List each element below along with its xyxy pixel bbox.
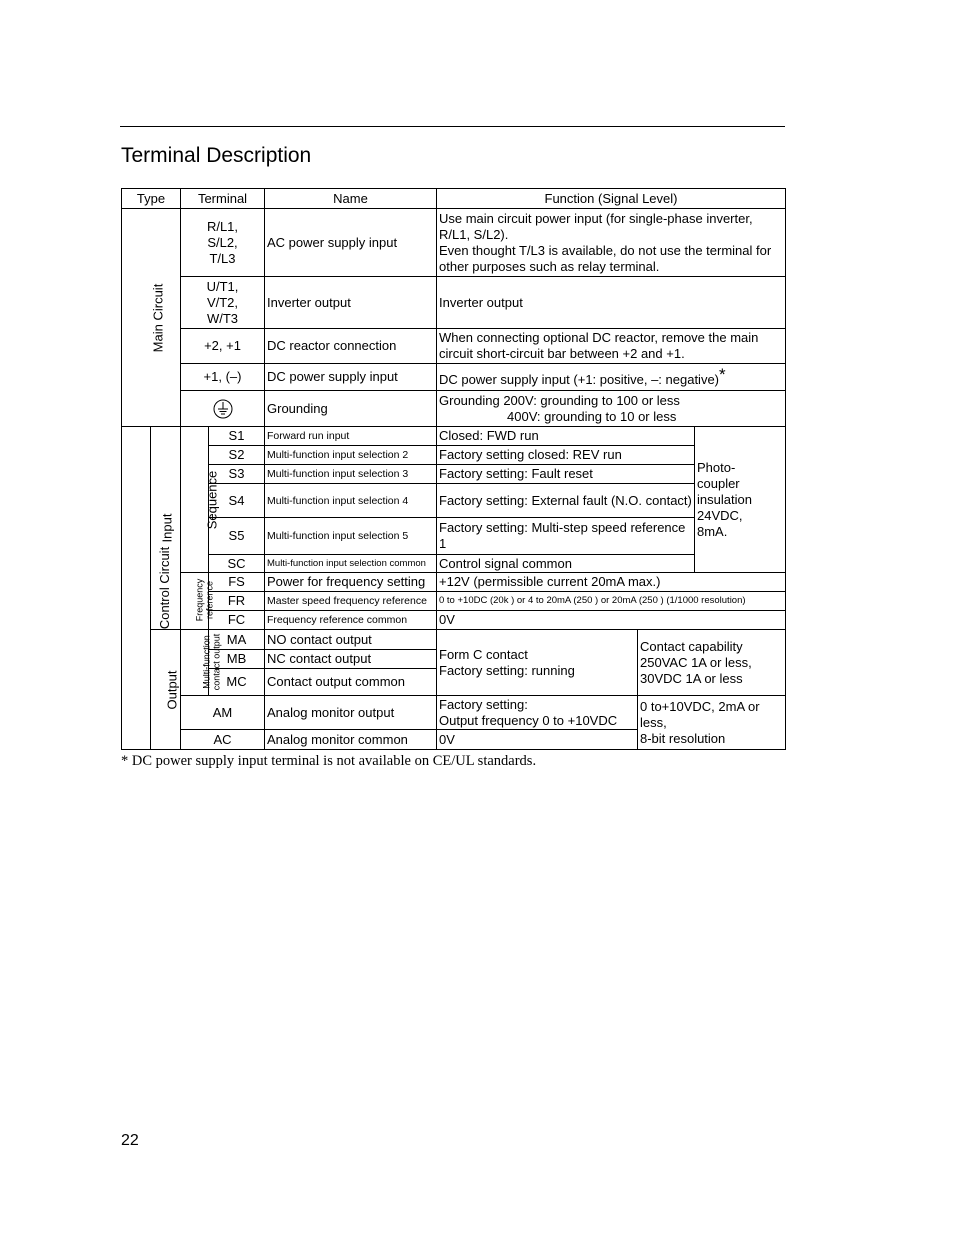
- name-cell: Power for frequency setting: [265, 573, 437, 592]
- group-multifunction-contact-output: Multi-function contact output: [181, 630, 209, 696]
- function-cell: 0V: [437, 611, 786, 630]
- function-cell: Factory setting: Output frequency 0 to +10VDC: [437, 696, 638, 730]
- table-row: [122, 465, 786, 484]
- header-rule: [120, 126, 785, 127]
- function-cell: Grounding 200V: grounding to 100 or less 400V: grounding to 10 or less: [437, 391, 786, 427]
- terminal-cell: [181, 391, 265, 427]
- terminal-table: [121, 188, 786, 750]
- header-type: Type: [122, 189, 181, 209]
- name-cell: Multi-function input selection 5: [265, 518, 437, 555]
- table-row: [122, 209, 786, 277]
- name-cell: NO contact output: [265, 630, 437, 650]
- terminal-cell: FR: [209, 592, 265, 611]
- function-cell: Factory setting: Fault reset: [437, 465, 695, 484]
- terminal-cell: +2, +1: [181, 329, 265, 364]
- function-cell: Factory setting: Multi-step speed reference 1: [437, 518, 695, 555]
- name-cell: Grounding: [265, 391, 437, 427]
- group-output: Output: [151, 630, 181, 750]
- table-row: [122, 611, 786, 630]
- table-row: [122, 630, 786, 650]
- group-input: Input: [151, 427, 181, 630]
- sequence-signal-level: Photo- coupler insulation 24VDC, 8mA.: [695, 427, 786, 573]
- name-cell: Frequency reference common: [265, 611, 437, 630]
- table-row: [122, 329, 786, 364]
- table-row: [122, 364, 786, 391]
- terminal-cell: S5: [209, 518, 265, 555]
- contact-function-cell: Form C contact Factory setting: running: [437, 630, 638, 696]
- terminal-cell: S4: [209, 484, 265, 518]
- table-header-row: [122, 189, 786, 209]
- group-sequence: Sequence: [181, 427, 209, 573]
- name-cell: Multi-function input selection 4: [265, 484, 437, 518]
- ground-icon: [213, 399, 233, 419]
- name-cell: DC reactor connection: [265, 329, 437, 364]
- function-cell: Factory setting: External fault (N.O. contact): [437, 484, 695, 518]
- table-row: [122, 573, 786, 592]
- function-cell: Inverter output: [437, 277, 786, 329]
- group-frequency-reference: Frequency reference: [181, 573, 209, 630]
- terminal-cell: S1: [209, 427, 265, 446]
- header-name: Name: [265, 189, 437, 209]
- table-row: [122, 427, 786, 446]
- footnote-mark: *: [719, 364, 726, 384]
- table-row: [122, 391, 786, 427]
- terminal-cell: FS: [209, 573, 265, 592]
- terminal-cell: U/T1, V/T2, W/T3: [181, 277, 265, 329]
- name-cell: Multi-function input selection 2: [265, 446, 437, 465]
- group-control-circuit: Control Circuit: [122, 427, 151, 750]
- name-cell: Inverter output: [265, 277, 437, 329]
- terminal-cell: SC: [209, 555, 265, 573]
- name-cell: Master speed frequency reference: [265, 592, 437, 611]
- name-cell: NC contact output: [265, 650, 437, 669]
- terminal-cell: MC: [209, 669, 265, 696]
- function-cell: +12V (permissible current 20mA max.): [437, 573, 786, 592]
- function-cell: 0 to +10DC (20k ) or 4 to 20mA (250 ) or 20mA (250 ) (1/1000 resolution): [437, 592, 786, 611]
- name-cell: Forward run input: [265, 427, 437, 446]
- group-main-circuit: Main Circuit: [122, 209, 181, 427]
- name-cell: AC power supply input: [265, 209, 437, 277]
- name-cell: Multi-function input selection common: [265, 555, 437, 573]
- terminal-cell: R/L1, S/L2, T/L3: [181, 209, 265, 277]
- function-cell: Control signal common: [437, 555, 695, 573]
- name-cell: DC power supply input: [265, 364, 437, 391]
- function-cell: Closed: FWD run: [437, 427, 695, 446]
- page-number: 22: [121, 1132, 139, 1149]
- table-row: [122, 592, 786, 611]
- header-function: Function (Signal Level): [437, 189, 786, 209]
- function-cell: 0V: [437, 730, 638, 750]
- terminal-cell: FC: [209, 611, 265, 630]
- table-row: [122, 277, 786, 329]
- terminal-cell: +1, (–): [181, 364, 265, 391]
- table-row: [122, 555, 786, 573]
- function-cell: Use main circuit power input (for single-phase inverter, R/L1, S/L2). Even thought T/L3 is available, do not use the terminal for other purposes such as relay terminal.: [437, 209, 786, 277]
- table-row: [122, 446, 786, 465]
- page-title: Terminal Description: [121, 144, 312, 167]
- name-cell: Contact output common: [265, 669, 437, 696]
- table-row: [122, 518, 786, 555]
- terminal-cell: S2: [209, 446, 265, 465]
- function-cell: Factory setting closed: REV run: [437, 446, 695, 465]
- contact-signal-level: Contact capability 250VAC 1A or less, 30VDC 1A or less: [638, 630, 786, 696]
- function-cell: When connecting optional DC reactor, remove the main circuit short-circuit bar between +2 and +1.: [437, 329, 786, 364]
- name-cell: Analog monitor common: [265, 730, 437, 750]
- table-row: [122, 484, 786, 518]
- header-terminal: Terminal: [181, 189, 265, 209]
- footnote: * DC power supply input terminal is not available on CE/UL standards.: [121, 753, 537, 769]
- terminal-cell: S3: [209, 465, 265, 484]
- name-cell: Multi-function input selection 3: [265, 465, 437, 484]
- function-cell: DC power supply input (+1: positive, –: negative)*: [437, 364, 786, 391]
- terminal-cell: AC: [181, 730, 265, 750]
- table-row: [122, 696, 786, 730]
- terminal-cell: AM: [181, 696, 265, 730]
- terminal-cell: MB: [209, 650, 265, 669]
- analog-signal-level: 0 to+10VDC, 2mA or less, 8-bit resolution: [638, 696, 786, 750]
- name-cell: Analog monitor output: [265, 696, 437, 730]
- terminal-cell: MA: [209, 630, 265, 650]
